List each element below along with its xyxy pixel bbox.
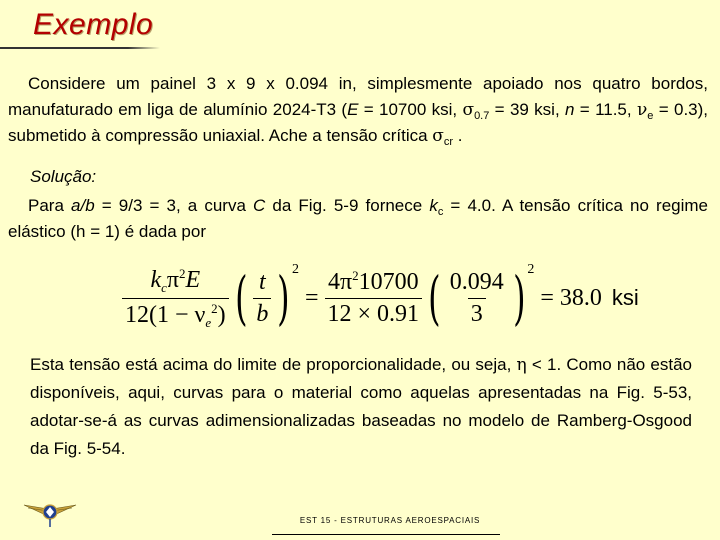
formula-result: = 38.0 — [540, 284, 602, 311]
solution-text: Para a/b = 9/3 = 3, a curva C da Fig. 5-9 fornece $k_c = 4.0$. A tensão crítica no regime elástico (h = 1) é dada por — [8, 196, 709, 241]
formula-mid-fraction: $\frac{4\pi^210700}{12 \times 0.91}$ — [325, 268, 423, 328]
formula-unit: ksi — [611, 285, 639, 310]
formula-ratio-fraction: $\frac{0.094}{3}$ — [449, 268, 504, 327]
conclusion-text: Esta tensão está acima do limite de proporcionalidade, ou seja, η < 1. Como não estão disponíveis, aqui, curvas para o material como aquelas apresentadas na Fig. 5-53, adotar-se-á as curvas adimensionalizadas baseadas no modelo de Ramberg-Osgood da Fig. 5-54. — [30, 355, 692, 458]
critical-stress-formula: $\frac{k_c\pi^2E}{12(1 - \nu_e^2)}$ ( $\frac{t}{b}$ ) 2 = $\frac{4\pi^210700}{12 \times 0.91}$ ( $\frac{0.094}{3}$ ) 2 = 38.0 ksi — [122, 258, 639, 338]
title-underline — [0, 47, 160, 49]
slide-title: Exemplo — [33, 8, 154, 41]
formula-t-over-b: $\frac{t}{b}$ — [253, 269, 271, 328]
formula-lhs-fraction: $\frac{k_c\pi^2E}{12(1 - \nu_e^2)}$ — [122, 266, 229, 331]
footer-course-label: EST 15 - ESTRUTURAS AEROESPACIAIS — [299, 516, 481, 525]
solution-label: Solução: — [30, 167, 97, 186]
problem-statement: Considere um painel 3 x 9 x 0.094 in, simplesmente apoiado nos quatro bordos, manufaturado em liga de alumínio 2024-T3 (E = 10700 ksi, $\sigma_{0.7} = 39$ ksi, n = 11.5, $\nu_e = 0.3$), submetido à compressão uniaxial. Ache a tensão crítica $\sigma_{cr}$ . — [8, 74, 709, 148]
footer-rule — [272, 534, 500, 535]
